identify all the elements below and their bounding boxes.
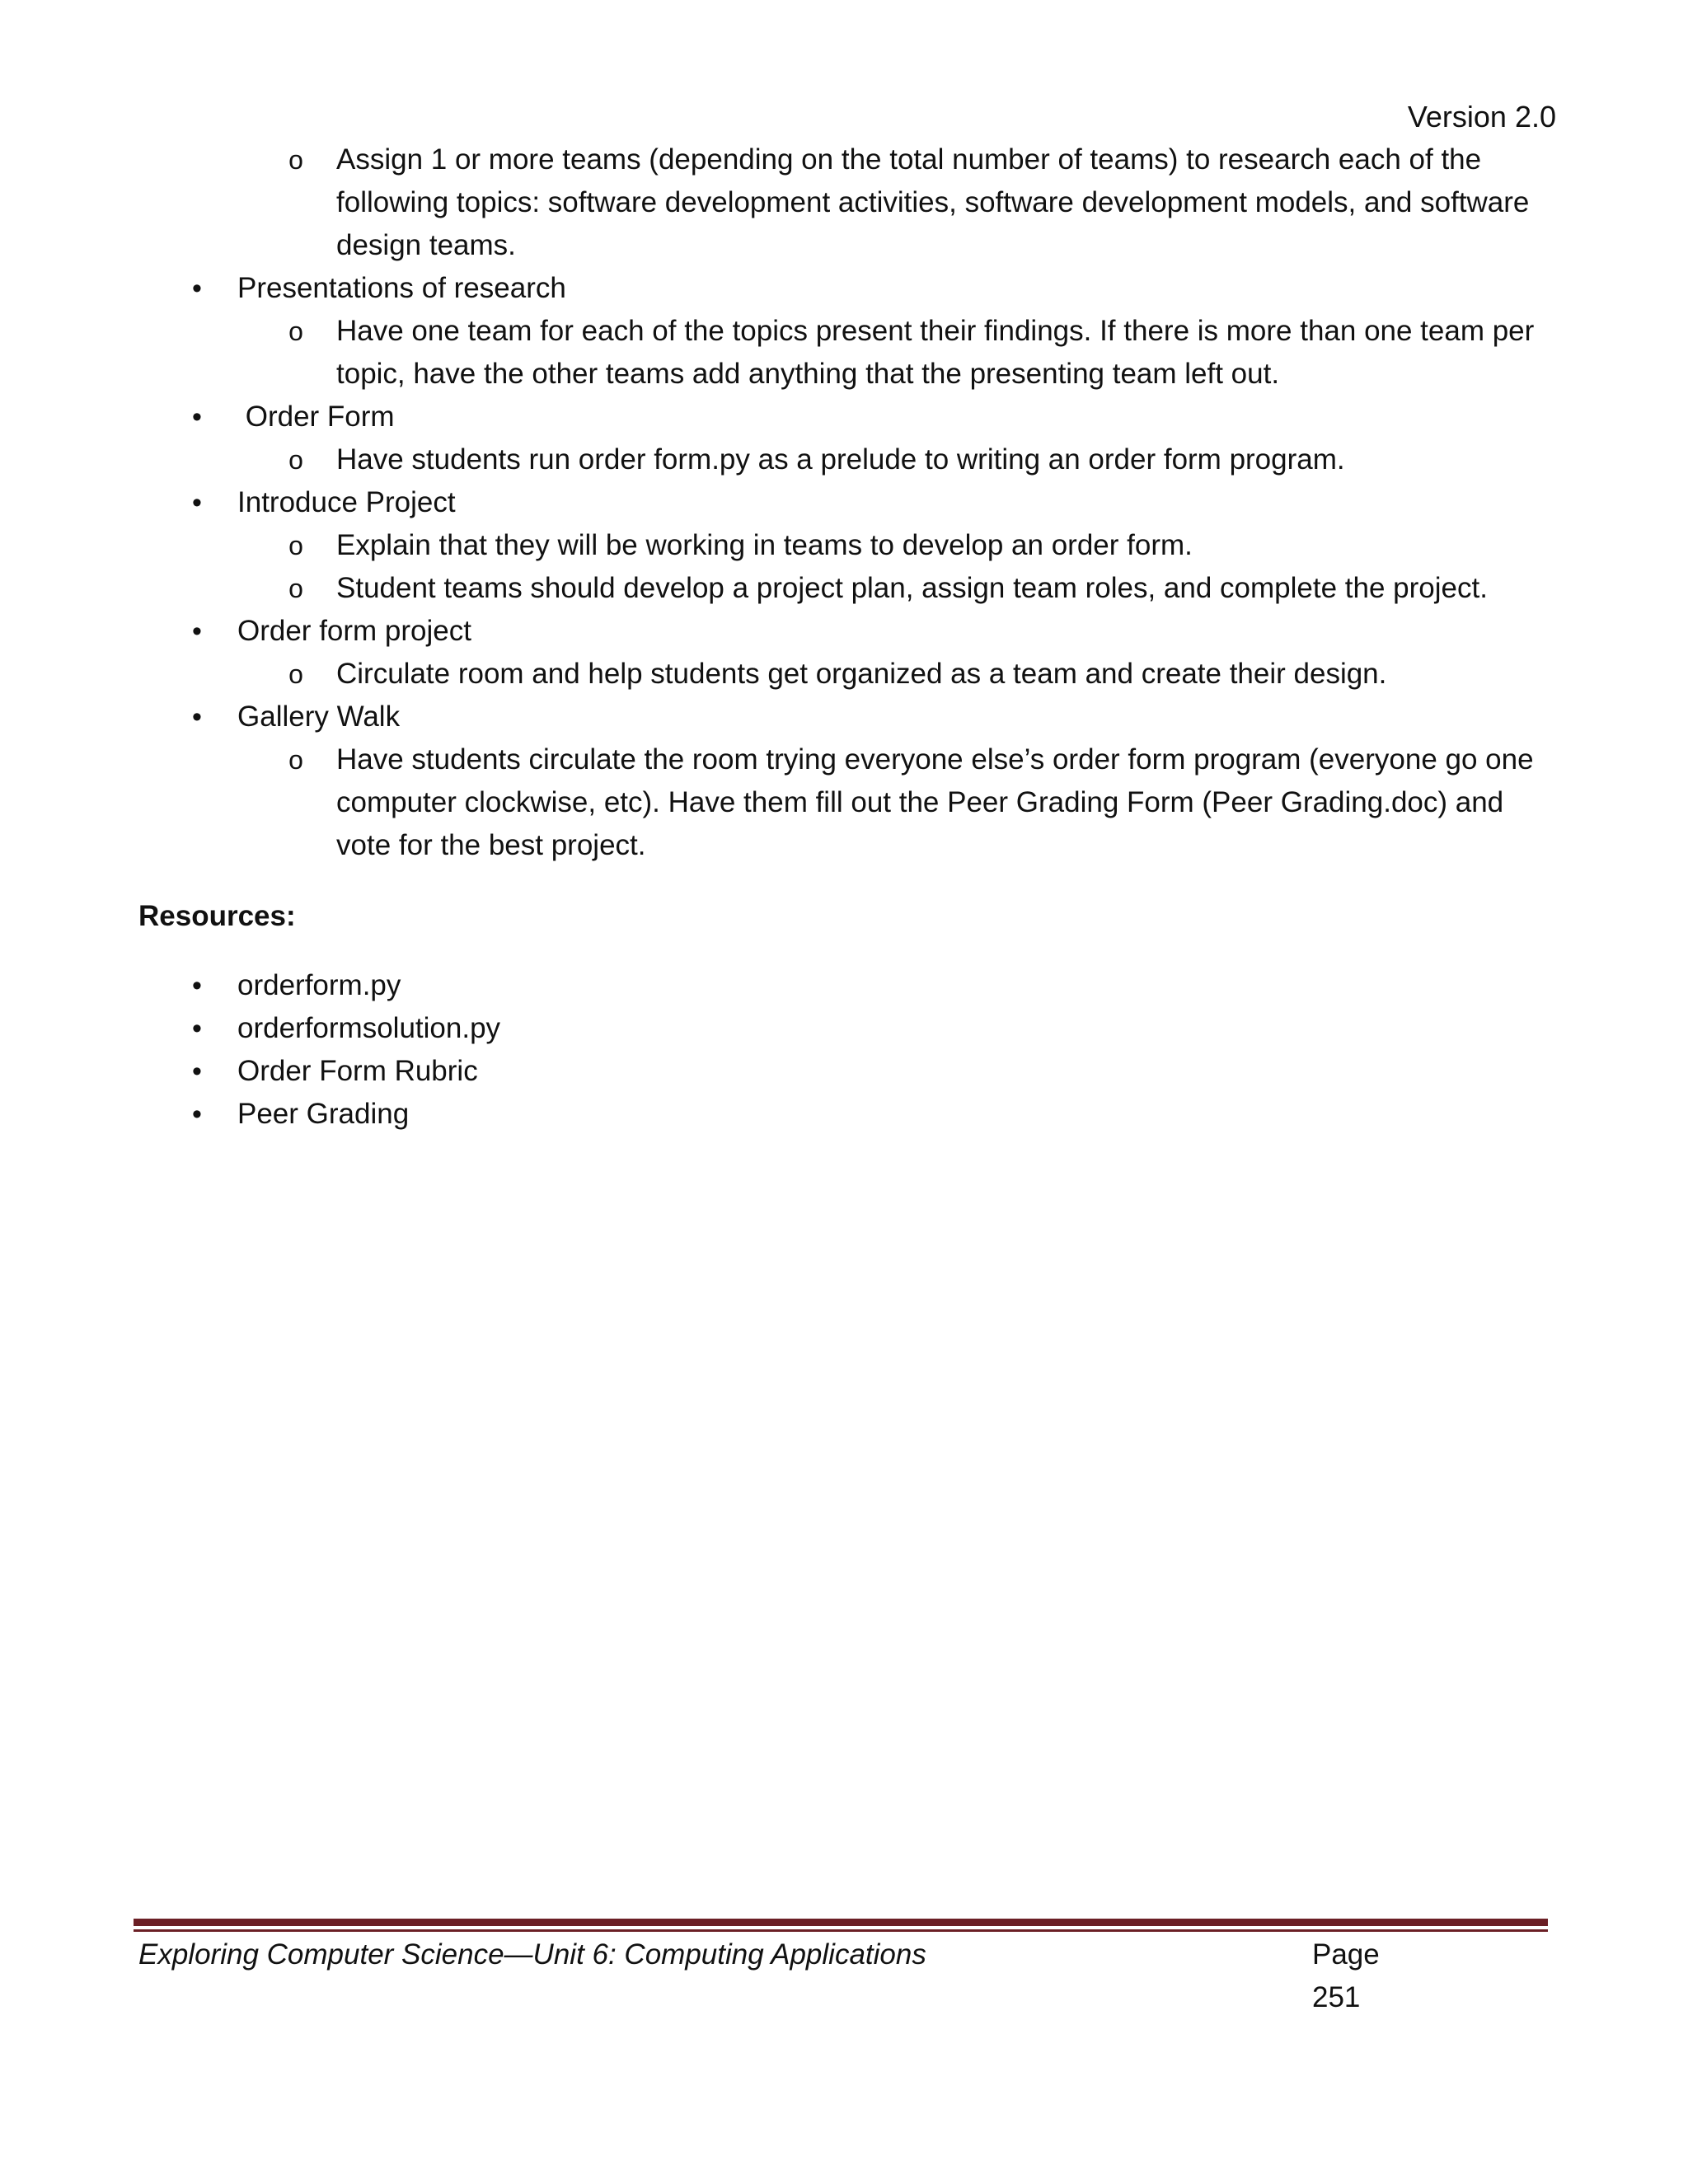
list-item-text: Have students run order form.py as a prelude to writing an order form program.: [336, 443, 1345, 476]
resource-item: [0, 964, 1688, 1007]
page-content: [0, 138, 1688, 1136]
resource-item-text: Order Form Rubric: [237, 1055, 478, 1087]
list-item-text: Assign 1 or more teams (depending on the total number of teams) to research each of the following topics: software development activities, software development models, and software design teams.: [336, 143, 1530, 261]
list-item-text: Presentations of research: [237, 272, 566, 304]
list-item: [0, 438, 1688, 481]
footer-divider: [134, 1919, 1548, 1932]
list-item: [0, 310, 1688, 396]
bullet-marker: o: [288, 574, 303, 603]
list-item: [0, 567, 1688, 610]
list-item-text: Student teams should develop a project plan, assign team roles, and complete the project.: [336, 572, 1488, 604]
bullet-marker: o: [288, 316, 303, 346]
resource-item-text: orderformsolution.py: [237, 1012, 501, 1044]
bullet-marker: o: [288, 531, 303, 560]
resource-item-text: orderform.py: [237, 969, 401, 1001]
bullet-marker: •: [192, 1099, 202, 1130]
bullet-marker: •: [192, 616, 202, 647]
resource-item: [0, 1050, 1688, 1093]
version-label: Version 2.0: [1407, 100, 1556, 134]
bullet-marker: •: [192, 1013, 202, 1044]
bullet-marker: o: [288, 445, 303, 475]
list-item-text: Introduce Project: [237, 486, 456, 518]
list-item: [0, 653, 1688, 696]
resource-item-text: Peer Grading: [237, 1098, 410, 1130]
list-item: [0, 481, 1688, 524]
footer-rule-thick: [134, 1919, 1548, 1926]
list-item: [0, 696, 1688, 738]
list-item-text: Order form project: [237, 615, 471, 647]
bullet-marker: o: [288, 745, 303, 775]
list-item-text: Order Form: [237, 401, 395, 433]
list-item-text: Explain that they will be working in teams to develop an order form.: [336, 529, 1193, 561]
list-item: [0, 738, 1688, 867]
footer-title: Exploring Computer Science—Unit 6: Computing Applications: [138, 1938, 926, 1971]
bullet-marker: •: [192, 401, 202, 433]
list-item: [0, 524, 1688, 567]
list-item-text: Gallery Walk: [237, 701, 401, 733]
bullet-marker: •: [192, 701, 202, 733]
resource-item: [0, 1093, 1688, 1136]
bullet-marker: •: [192, 273, 202, 304]
bullet-marker: •: [192, 487, 202, 518]
list-item: [0, 396, 1688, 438]
bullet-marker: •: [192, 970, 202, 1001]
list-item: [0, 138, 1688, 267]
bullet-marker: o: [288, 145, 303, 175]
list-item: [0, 610, 1688, 653]
bullet-marker: •: [192, 1056, 202, 1087]
resources-heading: Resources:: [138, 900, 296, 932]
list-item-text: Circulate room and help students get organized as a team and create their design.: [336, 658, 1387, 690]
bullet-marker: o: [288, 659, 303, 689]
resource-item: [0, 1007, 1688, 1050]
list-item-text: Have one team for each of the topics present their findings. If there is more than one team per topic, have the other teams add anything that the presenting team left out.: [336, 315, 1535, 390]
footer-rule-thin: [134, 1929, 1548, 1932]
list-item-text: Have students circulate the room trying everyone else’s order form program (everyone go one computer clockwise, etc). Have them fill out the Peer Grading Form (Peer Grading.doc) and vote for the best project.: [336, 743, 1534, 861]
page-number: Page 251: [1312, 1938, 1380, 2013]
list-item: [0, 267, 1688, 310]
